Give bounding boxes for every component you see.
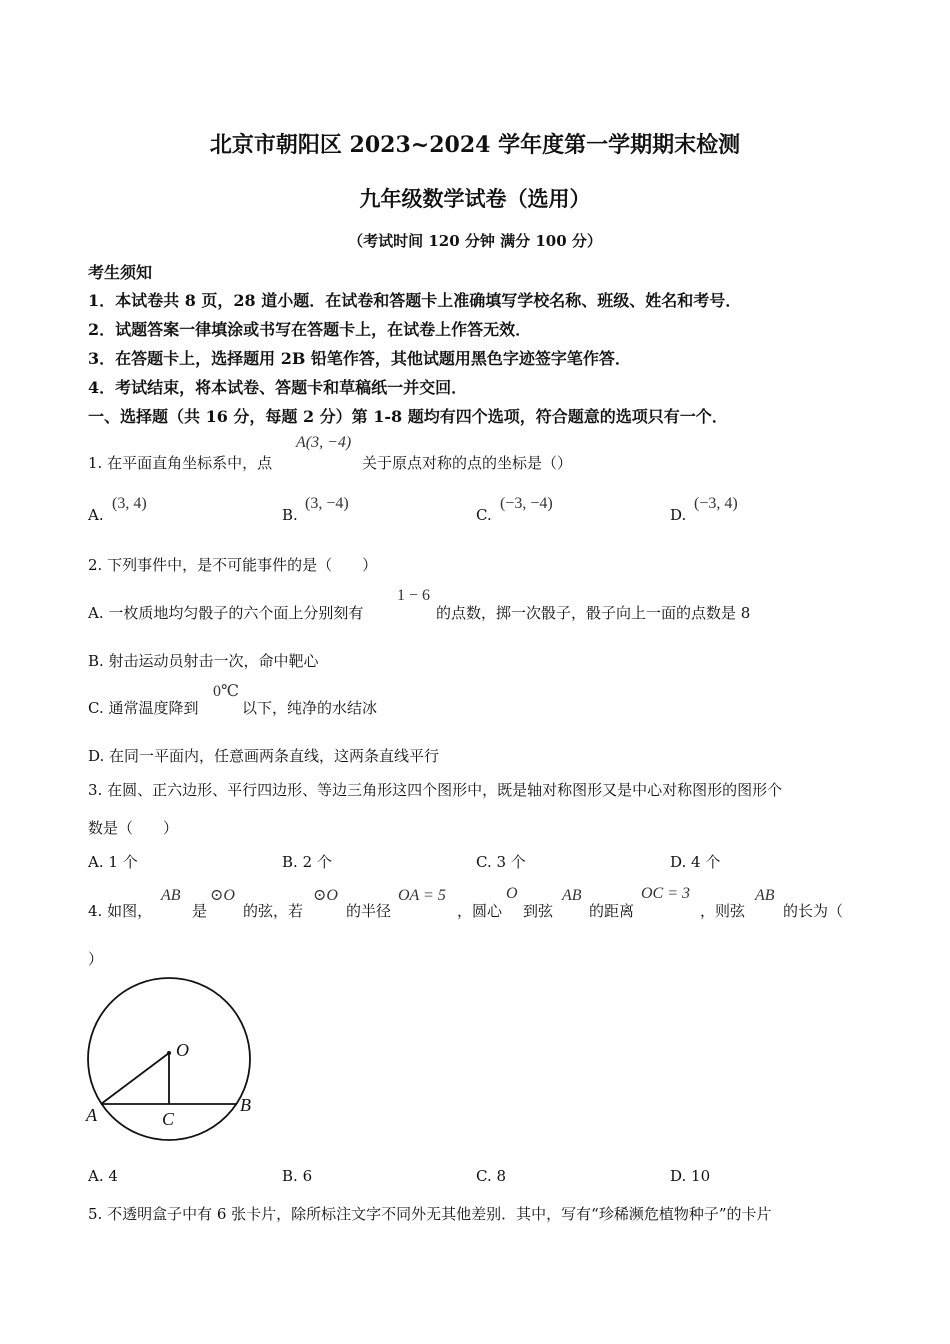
q1-option-letter: B. xyxy=(282,506,298,524)
option-value: 4 xyxy=(108,1167,118,1185)
option-letter: C. xyxy=(476,1167,492,1185)
q1-option-value: (−3, −4) xyxy=(500,495,553,512)
q1-stem-pre: 1. 在平面直角坐标系中，点 xyxy=(88,454,273,472)
q4-stem-text: 的长为（ xyxy=(783,902,844,920)
q2-option-d: D. 在同一平面内，任意画两条直线，这两条直线平行 xyxy=(88,747,440,765)
option-letter: A. xyxy=(88,853,104,871)
q1-option-value: (3, −4) xyxy=(305,495,349,512)
q4-math: O xyxy=(506,885,518,902)
q1-option-value: (−3, 4) xyxy=(694,495,738,512)
q2-option-c-post: 以下，纯净的水结冰 xyxy=(242,699,378,717)
option-value: 4 个 xyxy=(691,853,721,871)
label-a: A xyxy=(86,1105,97,1125)
q1-formula: A(3, −4) xyxy=(296,434,352,451)
page-subtitle: 九年级数学试卷（选用） xyxy=(359,186,591,211)
q2-option-c-formula: 0℃ xyxy=(213,683,239,700)
q4-math: OC = 3 xyxy=(641,885,691,902)
q1-stem-post: 关于原点对称的点的坐标是（） xyxy=(362,454,573,472)
q4-stem-text: 的半径 xyxy=(346,902,392,920)
q4-stem-text: 的弦，若 xyxy=(243,902,304,920)
section-heading: 一、选择题（共 16 分，每题 2 分）第 1-8 题均有四个选项，符合题意的选项只有一个． xyxy=(88,407,728,426)
q2-option-a-pre: A. 一枚质地均匀骰子的六个面上分别刻有 xyxy=(88,604,364,622)
label-c: C xyxy=(162,1109,175,1129)
option-letter: B. xyxy=(282,853,298,871)
q4-math: ⊙O xyxy=(313,887,338,904)
q2-option-c-pre: C. 通常温度降到 xyxy=(88,699,199,717)
notice-heading: 考生须知 xyxy=(88,263,153,282)
option-letter: A. xyxy=(88,1167,104,1185)
segment-oa xyxy=(101,1053,169,1104)
q1-option-letter: D. xyxy=(670,506,687,524)
q2-option-a-formula: 1 − 6 xyxy=(397,587,431,604)
option-letter: D. xyxy=(670,1167,687,1185)
q4-stem-text: ，圆心 xyxy=(457,902,503,920)
page-title: 北京市朝阳区 2023~2024 学年度第一学期期末检测 xyxy=(209,132,741,158)
label-b: B xyxy=(240,1095,251,1115)
option-letter: D. xyxy=(670,853,687,871)
notice-item: 2．试题答案一律填涂或书写在答题卡上，在试卷上作答无效． xyxy=(88,320,532,339)
q1-option-letter: A. xyxy=(88,506,104,524)
q2-option-b: B. 射击运动员射击一次，命中靶心 xyxy=(88,652,319,670)
q4-option xyxy=(88,1167,118,1185)
option-value: 3 个 xyxy=(496,853,526,871)
q4-option xyxy=(282,1167,312,1185)
center-point xyxy=(167,1051,171,1055)
q4-math: AB xyxy=(161,887,181,904)
option-value: 8 xyxy=(496,1167,507,1185)
q3-option xyxy=(670,851,720,872)
q4-math: AB xyxy=(562,887,582,904)
q4-stem-text: 到弦 xyxy=(523,902,554,920)
q3-stem-line2: 数是（ ） xyxy=(88,819,179,837)
q5-stem-line1: 5. 不透明盒子中有 6 张卡片，除所标注文字不同外无其他差别．其中，写有“珍稀濒危植物种子”的卡片 xyxy=(88,1205,772,1223)
notice-item: 4．考试结束，将本试卷、答题卡和草稿纸一并交回． xyxy=(88,378,468,397)
q1-option-letter: C. xyxy=(476,506,492,524)
exam-info: （考试时间 120 分钟 满分 100 分） xyxy=(348,232,602,250)
option-letter: B. xyxy=(282,1167,298,1185)
option-value: 10 xyxy=(691,1167,711,1185)
option-letter: C. xyxy=(476,853,492,871)
q4-math: OA = 5 xyxy=(398,887,446,904)
q4-stem-text: 是 xyxy=(192,902,208,920)
q2-stem: 2. 下列事件中，是不可能事件的是（ ） xyxy=(88,556,378,574)
circle-figure xyxy=(80,970,280,1150)
notice-item: 1．本试卷共 8 页，28 道小题．在试卷和答题卡上准确填写学校名称、班级、姓名和考号． xyxy=(88,291,742,310)
label-o: O xyxy=(176,1040,189,1060)
option-value: 2 个 xyxy=(302,853,332,871)
q1-option-value: (3, 4) xyxy=(112,495,147,512)
q4-stem-text: ，则弦 xyxy=(700,902,746,920)
q4-option xyxy=(476,1167,506,1185)
q4-math: AB xyxy=(755,887,775,904)
q4-option xyxy=(670,1167,710,1185)
q3-stem-line1: 3. 在圆、正六边形、平行四边形、等边三角形这四个图形中，既是轴对称图形又是中心对称图形的图形个 xyxy=(88,781,783,799)
option-value: 1 个 xyxy=(108,853,138,871)
q3-option xyxy=(476,851,526,872)
q4-stem-line2: ） xyxy=(88,950,104,968)
q2-option-a-post: 的点数，掷一次骰子，骰子向上一面的点数是 8 xyxy=(436,604,751,622)
notice-item: 3．在答题卡上，选择题用 2B 铅笔作答，其他试题用黑色字迹签字笔作答． xyxy=(88,349,631,368)
q4-math: ⊙O xyxy=(210,887,235,904)
option-value: 6 xyxy=(302,1167,313,1185)
q3-option xyxy=(88,851,138,872)
q4-stem-text: 4. 如图， xyxy=(88,902,153,920)
q3-option xyxy=(282,851,332,872)
q4-stem-text: 的距离 xyxy=(589,902,635,920)
